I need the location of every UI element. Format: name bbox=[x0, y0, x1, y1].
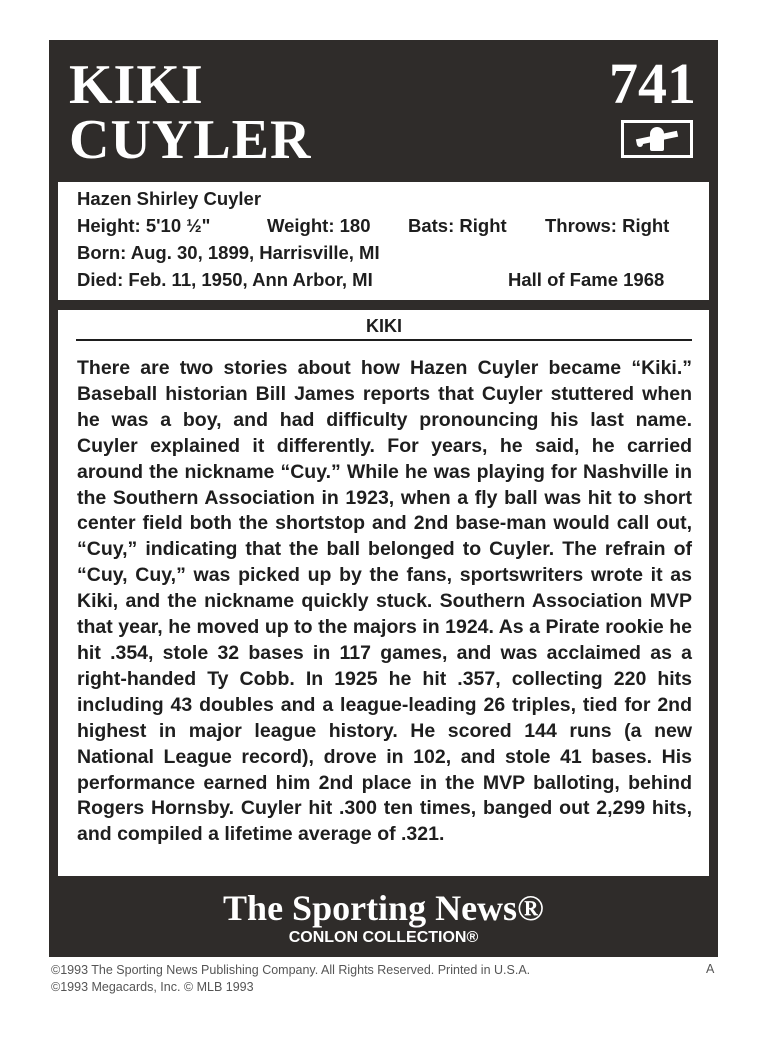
card-back bbox=[49, 40, 718, 957]
copyright-line-1: ©1993 The Sporting News Publishing Company. All Rights Reserved. Printed in U.S.A. bbox=[51, 963, 531, 977]
print-code: A bbox=[706, 962, 715, 976]
copyright-line-2: ©1993 Megacards, Inc. © MLB 1993 bbox=[51, 980, 254, 994]
player-name bbox=[69, 54, 312, 171]
mlb-logo-icon bbox=[621, 120, 693, 158]
height: Height: 5'10 ½" bbox=[77, 215, 211, 236]
bats: Bats: Right bbox=[408, 215, 507, 236]
copyright bbox=[51, 962, 530, 996]
player-first-name: KIKI bbox=[69, 54, 204, 116]
player-last-name: CUYLER bbox=[69, 109, 312, 171]
card-number: 741 bbox=[609, 51, 696, 116]
brand-block bbox=[49, 888, 718, 948]
sporting-news-logo: The Sporting News® bbox=[223, 888, 544, 928]
hall-of-fame: Hall of Fame 1968 bbox=[508, 269, 665, 290]
conlon-collection: CONLON COLLECTION® bbox=[288, 929, 479, 946]
story-heading: KIKI bbox=[76, 316, 692, 341]
bio-panel bbox=[58, 182, 709, 300]
weight: Weight: 180 bbox=[267, 215, 371, 236]
story-body: There are two stories about how Hazen Cuyler became “Kiki.” Baseball historian Bill James reports that Cuyler stuttered when he was a boy, and had difficulty pronouncing his last name. Cuyler explained it differently. For years, he said, he carried around the nickname “Cuy.” While he was playing for Nashville in the Southern Association in 1923, when a fly ball was hit to short center field both the shortstop and 2nd base-man would call out, “Cuy,” indicating that the ball belonged to Cuyler. The refrain of “Cuy, Cuy,” was picked up by the fans, sportswriters wrote it as Kiki, and the nickname quickly stuck. Southern Association MVP that year, he moved up to the majors in 1924. As a Pirate rookie he hit .354, stole 32 bases in 117 games, and was acclaimed as a right-handed Ty Cobb. In 1925 he hit .357, collecting 220 hits including 43 doubles and a league-leading 26 triples, tied for 2nd highest in major league history. He scored 144 runs (a new National League record), drove in 102, and stole 41 bases. His performance earned him 2nd place in the MVP balloting, behind Rogers Hornsby. Cuyler hit .300 ten times, banged out 2,299 hits, and compiled a lifetime average of .321. bbox=[77, 357, 692, 846]
born: Born: Aug. 30, 1899, Harrisville, MI bbox=[77, 242, 380, 263]
story-panel bbox=[58, 310, 709, 876]
throws: Throws: Right bbox=[545, 215, 670, 236]
full-name: Hazen Shirley Cuyler bbox=[77, 188, 262, 209]
died: Died: Feb. 11, 1950, Ann Arbor, MI bbox=[77, 269, 373, 290]
